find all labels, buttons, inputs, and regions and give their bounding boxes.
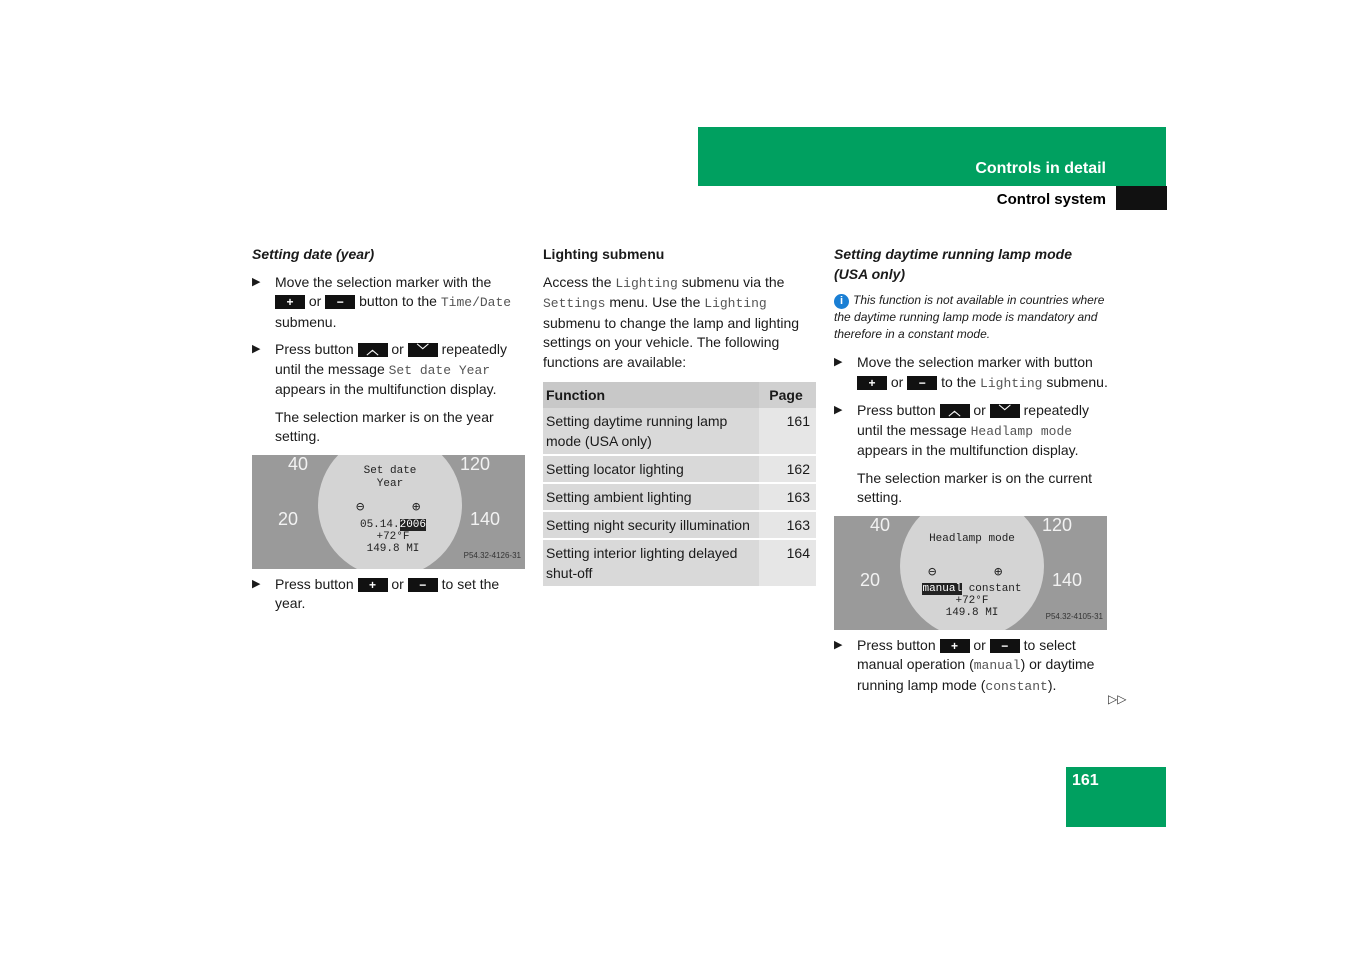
- step-select-mode: ▶ Press button + or − to select manual operation (manual) or daytime running lamp mode (constant).: [834, 636, 1095, 694]
- step-move-marker: ▶ Move the selection marker with the + or − button to the Time/Date submenu.: [252, 273, 512, 330]
- intro-paragraph: Access the Lighting submenu via the Settings menu. Use the Lighting submenu to change the lamp and lighting settings on your vehicle. The following functions are available:: [543, 273, 800, 370]
- step-set-year: ▶ Press button + or − to set the year.: [252, 575, 500, 611]
- up-button-icon: ︿: [358, 343, 388, 357]
- plus-circle-icon: ⊕: [994, 564, 1003, 581]
- table-row: Setting night security illumination 163: [543, 511, 816, 539]
- plus-button-icon: +: [358, 578, 388, 592]
- bullet-arrow-icon: ▶: [252, 577, 261, 590]
- table-row: Setting interior lighting delayed shut-off 164: [543, 539, 816, 587]
- section-title: Controls in detail: [975, 160, 1106, 177]
- info-note: i This function is not available in countries where the daytime running lamp mode is mandatory and therefore in a constant mode.: [834, 293, 1105, 341]
- bullet-arrow-icon: ▶: [252, 275, 261, 288]
- plus-button-icon: +: [940, 639, 970, 653]
- down-button-icon: ﹀: [990, 404, 1020, 418]
- bullet-arrow-icon: ▶: [834, 638, 843, 651]
- instrument-cluster-image: 40 120 20 140 Set date Year ⊖ ⊕ 05.14.2006 +72°F 149.8 MI P54.32-4126-31: [252, 455, 525, 569]
- step-press-button: ▶ Press button ︿ or ﹀ repeatedly until the message Headlamp mode appears in the multifunction display.: [834, 402, 1090, 458]
- minus-button-icon: −: [990, 639, 1020, 653]
- plus-button-icon: +: [275, 295, 305, 309]
- column-lighting-submenu: [543, 245, 817, 588]
- minus-circle-icon: ⊖: [356, 499, 365, 516]
- plus-circle-icon: ⊕: [412, 499, 421, 516]
- continued-icon: ▷▷: [1108, 692, 1127, 706]
- step-press-button: ▶ Press button ︿ or ﹀ repeatedly until the message Set date Year appears in the multifunction display.: [252, 341, 508, 397]
- page-number: 161: [1072, 772, 1099, 789]
- info-icon: i: [834, 294, 849, 309]
- bullet-arrow-icon: ▶: [252, 343, 261, 355]
- plus-button-icon: +: [857, 376, 887, 390]
- note-year-marker: The selection marker is on the year setting.: [275, 408, 494, 444]
- column-daytime-lamp: [834, 245, 1108, 704]
- heading-setting-date: Setting date (year): [252, 246, 375, 262]
- minus-button-icon: −: [408, 578, 438, 592]
- minus-button-icon: −: [907, 376, 937, 390]
- table-row: Setting locator lighting 162: [543, 455, 816, 483]
- minus-circle-icon: ⊖: [928, 564, 937, 581]
- table-row: Setting ambient lighting 163: [543, 483, 816, 511]
- step-move-marker: ▶ Move the selection marker with button + or − to the Lighting submenu.: [834, 354, 1108, 391]
- bullet-arrow-icon: ▶: [834, 404, 843, 416]
- down-button-icon: ﹀: [408, 343, 438, 357]
- header-tab: [1116, 186, 1167, 210]
- note-current-setting: The selection marker is on the current setting.: [857, 469, 1092, 505]
- table-header-row: Function Page: [543, 382, 816, 408]
- minus-button-icon: −: [325, 295, 355, 309]
- up-button-icon: ︿: [940, 404, 970, 418]
- column-date-year: [252, 245, 526, 622]
- instrument-cluster-image: 40 120 20 140 Headlamp mode ⊖ ⊕ manual constant +72°F 149.8 MI P54.32-4105-31: [834, 516, 1107, 630]
- table-row: Setting daytime running lamp mode (USA only) 161: [543, 408, 816, 455]
- heading-daytime-lamp: Setting daytime running lamp mode (USA only): [834, 246, 1073, 282]
- section-subtitle: Control system: [996, 191, 1106, 208]
- heading-lighting-submenu: Lighting submenu: [543, 246, 665, 262]
- functions-table: [543, 382, 816, 588]
- bullet-arrow-icon: ▶: [834, 356, 843, 368]
